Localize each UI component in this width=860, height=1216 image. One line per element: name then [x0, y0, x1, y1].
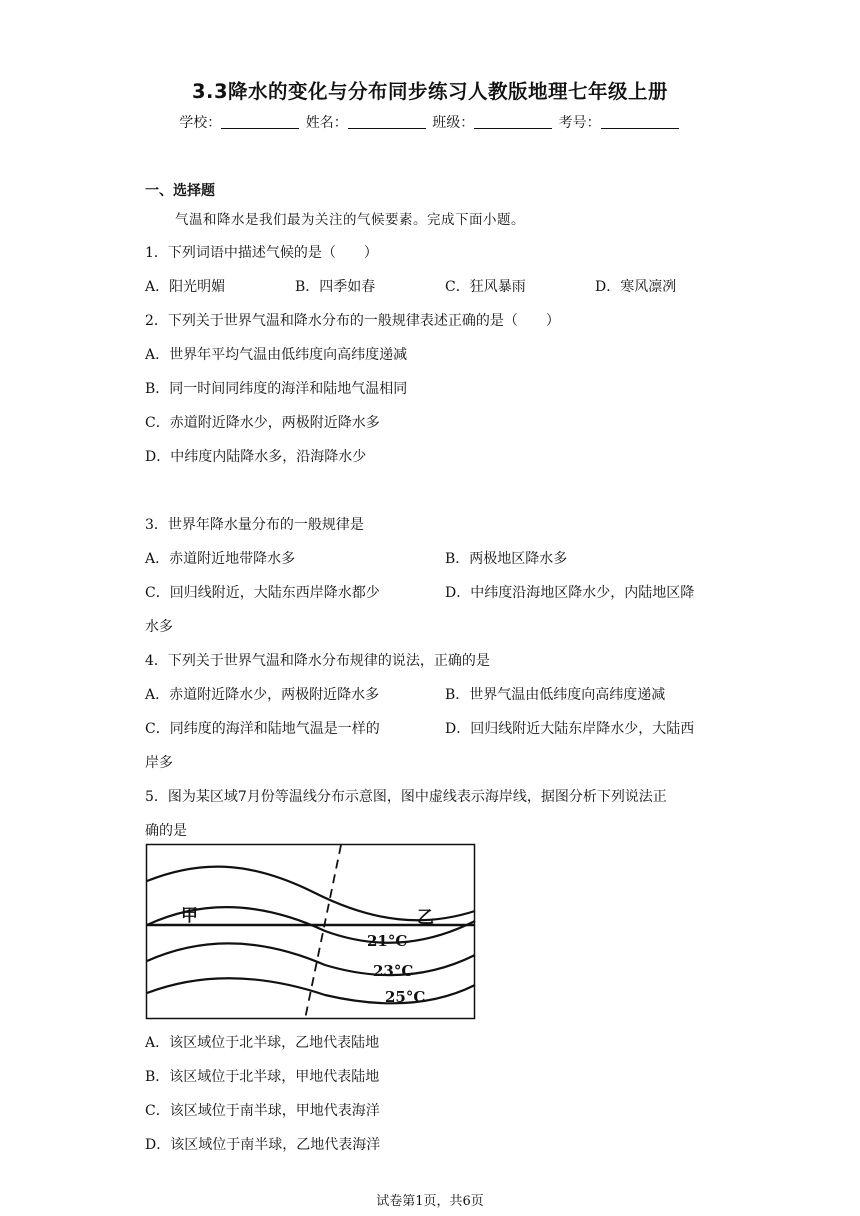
- q1-option-c: C．狂风暴雨: [445, 279, 526, 295]
- isotherm-label-23: 23°C: [373, 962, 414, 980]
- q4-option-c: C．同纬度的海洋和陆地气温是一样的: [145, 721, 380, 737]
- q3-option-d: D．中纬度沿海地区降水少，内陆地区降: [445, 585, 695, 601]
- q2-option-a: A．世界年平均气温由低纬度向高纬度递减: [145, 347, 408, 363]
- class-blank[interactable]: [474, 114, 552, 129]
- q5-option-a: A．该区域位于北半球，乙地代表陆地: [145, 1035, 380, 1051]
- q3-option-b: B．两极地区降水多: [445, 551, 568, 567]
- q3-option-c: C．回归线附近，大陆东西岸降水都少: [145, 585, 380, 601]
- section-heading: 一、选择题: [145, 183, 215, 199]
- q2-option-d: D．中纬度内陆降水多，沿海降水少: [145, 449, 367, 465]
- question-4-stem: 4．下列关于世界气温和降水分布规律的说法，正确的是: [145, 653, 490, 669]
- label-jia: 甲: [181, 906, 198, 926]
- name-blank[interactable]: [348, 114, 426, 129]
- question-5-stem: 5．图为某区域7月份等温线分布示意图，图中虚线表示海岸线，据图分析下列说法正: [145, 789, 667, 805]
- page-title: 3.3降水的变化与分布同步练习人教版地理七年级上册: [191, 80, 669, 103]
- q5-option-d: D．该区域位于南半球，乙地代表海洋: [145, 1137, 381, 1153]
- q2-option-b: B．同一时间同纬度的海洋和陆地气温相同: [145, 381, 408, 397]
- question-1-stem: 1．下列词语中描述气候的是（ ）: [145, 245, 378, 261]
- name-label: 姓名：: [305, 115, 348, 131]
- q5-option-b: B．该区域位于北半球，甲地代表陆地: [145, 1069, 380, 1085]
- q2-option-c: C．赤道附近降水少，两极附近降水多: [145, 415, 380, 431]
- school-blank[interactable]: [221, 114, 299, 129]
- q1-option-d: D．寒风凛冽: [595, 279, 677, 295]
- q1-option-b: B．四季如春: [295, 279, 376, 295]
- isotherm-label-25: 25°C: [385, 988, 426, 1006]
- class-label: 班级：: [432, 115, 475, 131]
- q4-option-d: D．回归线附近大陆东岸降水少，大陆西: [445, 721, 695, 737]
- question-2-stem: 2．下列关于世界气温和降水分布的一般规律表述正确的是（ ）: [145, 313, 560, 329]
- section-intro: 气温和降水是我们最为关注的气候要素。完成下面小题。: [175, 212, 525, 228]
- label-yi: 乙: [417, 908, 434, 928]
- isotherm-label-21: 21°C: [367, 932, 408, 950]
- question-5-stem-continued: 确的是: [145, 823, 187, 839]
- school-label: 学校：: [179, 115, 222, 131]
- q3-option-a: A．赤道附近地带降水多: [145, 551, 296, 567]
- question-3-stem: 3．世界年降水量分布的一般规律是: [145, 517, 364, 533]
- q4-option-d-continued: 岸多: [145, 755, 173, 771]
- isotherm-map-figure: [145, 843, 477, 1021]
- page-footer: 试卷第1页，共6页: [376, 1194, 484, 1209]
- student-info-line: [0, 112, 860, 132]
- q5-option-c: C．该区域位于南半球，甲地代表海洋: [145, 1103, 380, 1119]
- q3-option-d-continued: 水多: [145, 619, 173, 635]
- exam-number-blank[interactable]: [601, 114, 679, 129]
- q4-option-a: A．赤道附近降水少，两极附近降水多: [145, 687, 380, 703]
- exam-number-label: 考号：: [558, 115, 601, 131]
- q1-option-a: A．阳光明媚: [145, 279, 226, 295]
- q4-option-b: B．世界气温由低纬度向高纬度递减: [445, 687, 666, 703]
